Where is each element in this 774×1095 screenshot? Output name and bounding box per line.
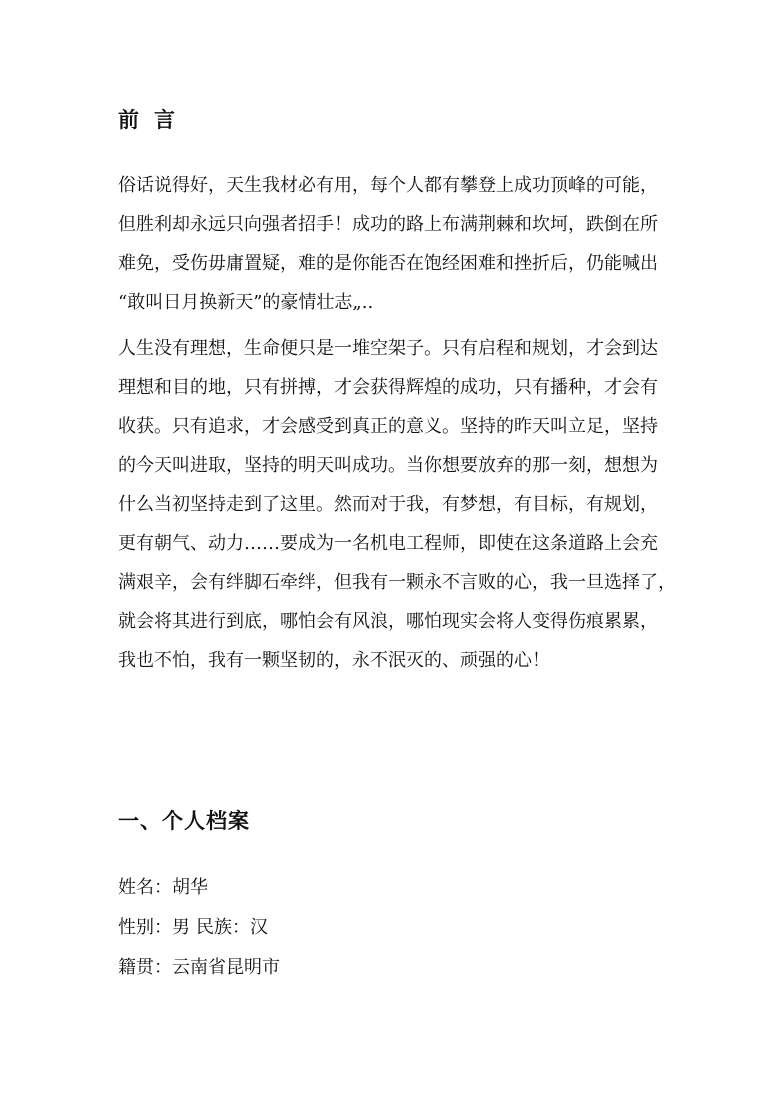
paragraph-line: 什么当初坚持走到了这里。然而对于我，有梦想，有目标，有规划， <box>118 494 658 515</box>
hometown-value: 云南省昆明市 <box>172 957 280 978</box>
paragraph-line: 人生没有理想，生命便只是一堆空架子。只有启程和规划，才会到达 <box>118 338 658 359</box>
preface-paragraph-1 <box>118 166 678 322</box>
paragraph-line: 收获。只有追求，才会感受到真正的意义。坚持的昨天叫立足，坚持 <box>118 416 658 437</box>
ethnicity-value: 汉 <box>250 917 268 938</box>
name-label: 姓名： <box>118 877 172 898</box>
paragraph-line: 难免，受伤毋庸置疑，难的是你能否在饱经困难和挫折后，仍能喊出 <box>118 253 658 274</box>
paragraph-line: 理想和目的地，只有拼搏，才会获得辉煌的成功，只有播种，才会有 <box>118 377 658 398</box>
profile-section <box>118 868 280 988</box>
preface-paragraph-2 <box>118 329 678 680</box>
paragraph-line: 满艰辛，会有绊脚石牵绊，但我有一颗永不言败的心，我一旦选择了， <box>118 572 676 593</box>
profile-gender-row <box>118 908 280 948</box>
profile-heading: 一、个人档案 <box>118 808 250 833</box>
preface-heading <box>118 104 176 134</box>
paragraph-line: 更有朝气、动力……要成为一名机电工程师，即使在这条道路上会充 <box>118 533 658 554</box>
hometown-label: 籍贯： <box>118 957 172 978</box>
ethnicity-label: 民族： <box>196 917 250 938</box>
paragraph-line: 我也不怕，我有一颗坚韧的，永不泯灭的、顽强的心！ <box>118 650 550 671</box>
gender-label: 性别： <box>118 917 172 938</box>
preface-heading-char-2: 言 <box>154 107 176 132</box>
profile-hometown-row <box>118 948 280 988</box>
profile-name-row <box>118 868 280 908</box>
gender-value: 男 <box>172 917 190 938</box>
paragraph-line: “敢叫日月换新天”的豪情壮志„.. <box>118 292 374 313</box>
paragraph-line: 俗话说得好，天生我材必有用，每个人都有攀登上成功顶峰的可能， <box>118 175 658 196</box>
paragraph-line: 就会将其进行到底，哪怕会有风浪，哪怕现实会将人变得伤痕累累， <box>118 611 658 632</box>
paragraph-line: 的今天叫进取，坚持的明天叫成功。当你想要放弃的那一刻，想想为 <box>118 455 658 476</box>
name-value: 胡华 <box>172 877 208 898</box>
preface-heading-char-1: 前 <box>118 107 140 132</box>
paragraph-line: 但胜利却永远只向强者招手！成功的路上布满荆棘和坎坷，跌倒在所 <box>118 214 658 235</box>
